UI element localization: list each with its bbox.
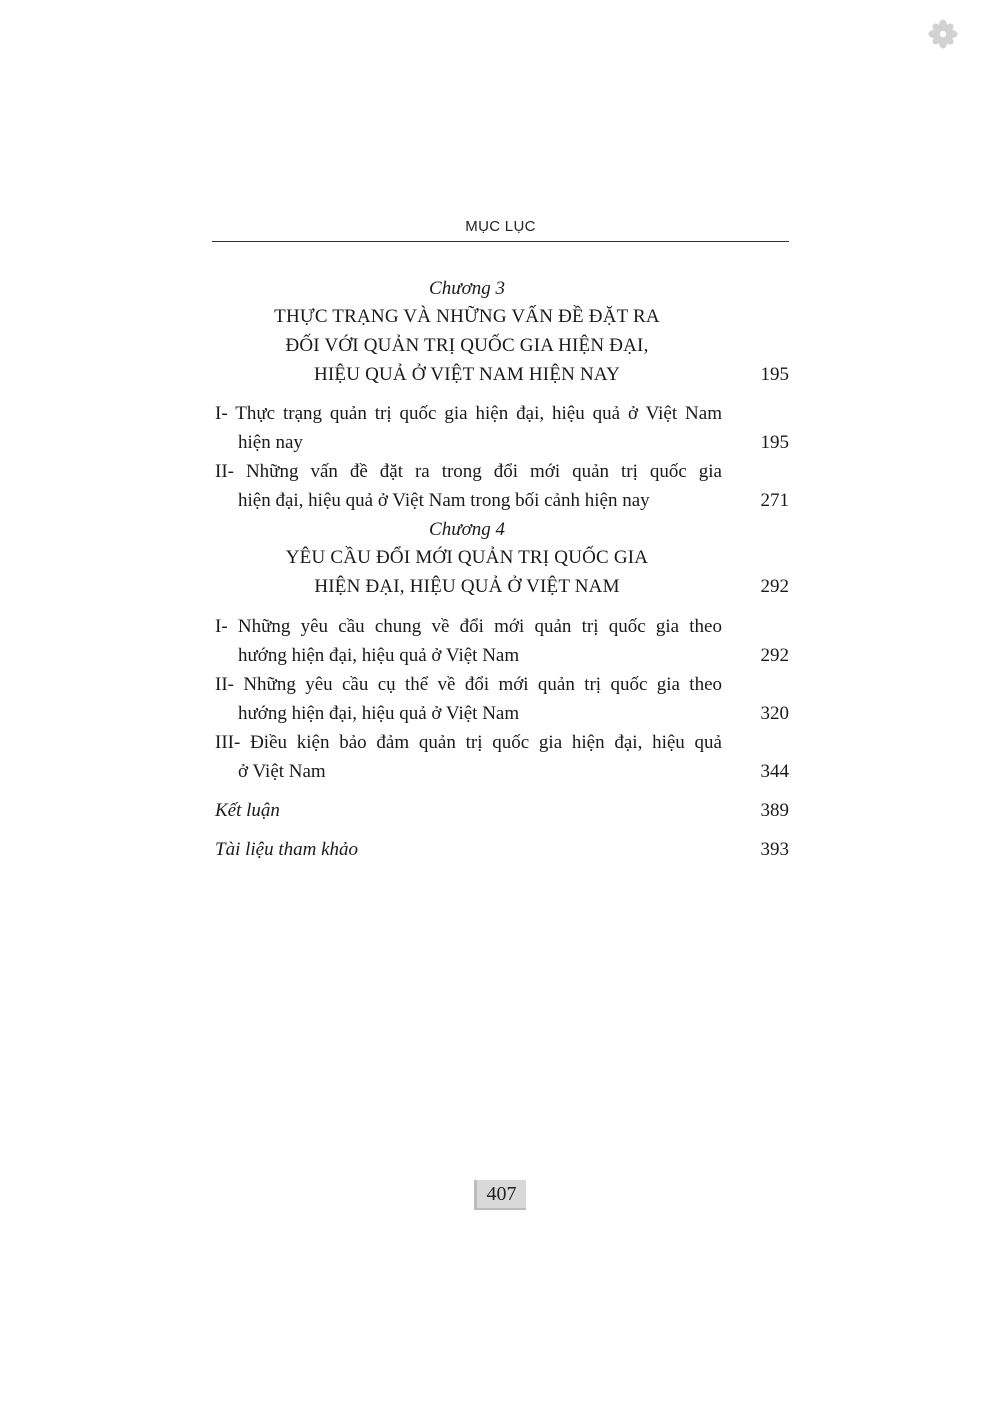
chapter-4-entry-1-page-number: 292 [760,645,789,666]
chapter-4-entry-3-line-1: III- Điều kiện bảo đảm quản trị quốc gia hiện đại, hiệu quả [215,732,722,753]
header-rule [212,241,789,242]
chapter-4-entry-2-page-number: 320 [760,703,789,724]
chapter-4-entry-3-page-number: 344 [760,761,789,782]
chapter-3-entry-1-page-number: 195 [760,432,789,453]
chapter-3-entry-1-line-2: hiện nay [238,432,303,453]
chapter-3-entry-2-page-number: 271 [760,490,789,511]
flower-ornament-icon [928,19,958,49]
chapter-3-title-line-1: THỰC TRẠNG VÀ NHỮNG VẤN ĐỀ ĐẶT RA [274,306,660,327]
chapter-4-entry-2-line-1: II- Những yêu cầu cụ thể về đổi mới quản trị quốc gia theo [215,674,722,695]
chapter-4-title-line-2: HIỆN ĐẠI, HIỆU QUẢ Ở VIỆT NAM [314,576,620,597]
page-number-folio: 407 [474,1180,526,1210]
references-page-number: 393 [760,839,789,860]
chapter-3-title-line-2: ĐỐI VỚI QUẢN TRỊ QUỐC GIA HIỆN ĐẠI, [285,335,649,356]
running-head: MỤC LỤC [465,218,536,235]
chapter-3-entry-2-line-1: II- Những vấn đề đặt ra trong đổi mới quản trị quốc gia [215,461,722,482]
chapter-4-entry-2-line-2: hướng hiện đại, hiệu quả ở Việt Nam [238,703,520,724]
conclusion-label: Kết luận [215,800,280,821]
references-label: Tài liệu tham khảo [215,839,359,860]
chapter-3-entry-2-line-2: hiện đại, hiệu quả ở Việt Nam trong bối cảnh hiện nay [238,490,650,511]
chapter-3-page-number: 195 [760,364,789,385]
chapter-4-entry-1-line-1: I- Những yêu cầu chung về đổi mới quản trị quốc gia theo [215,616,722,637]
chapter-4-page-number: 292 [760,576,789,597]
conclusion-page-number: 389 [760,800,789,821]
chapter-4-entry-1-line-2: hướng hiện đại, hiệu quả ở Việt Nam [238,645,520,666]
chapter-4-entry-3-line-2: ở Việt Nam [238,761,326,782]
chapter-3-entry-1-line-1: I- Thực trạng quản trị quốc gia hiện đại, hiệu quả ở Việt Nam [215,403,722,424]
chapter-4-title-line-1: YÊU CẦU ĐỔI MỚI QUẢN TRỊ QUỐC GIA [285,547,649,568]
chapter-3-label: Chương 3 [429,278,505,299]
chapter-4-label: Chương 4 [429,519,505,540]
chapter-3-title-line-3: HIỆU QUẢ Ở VIỆT NAM HIỆN NAY [313,364,621,385]
